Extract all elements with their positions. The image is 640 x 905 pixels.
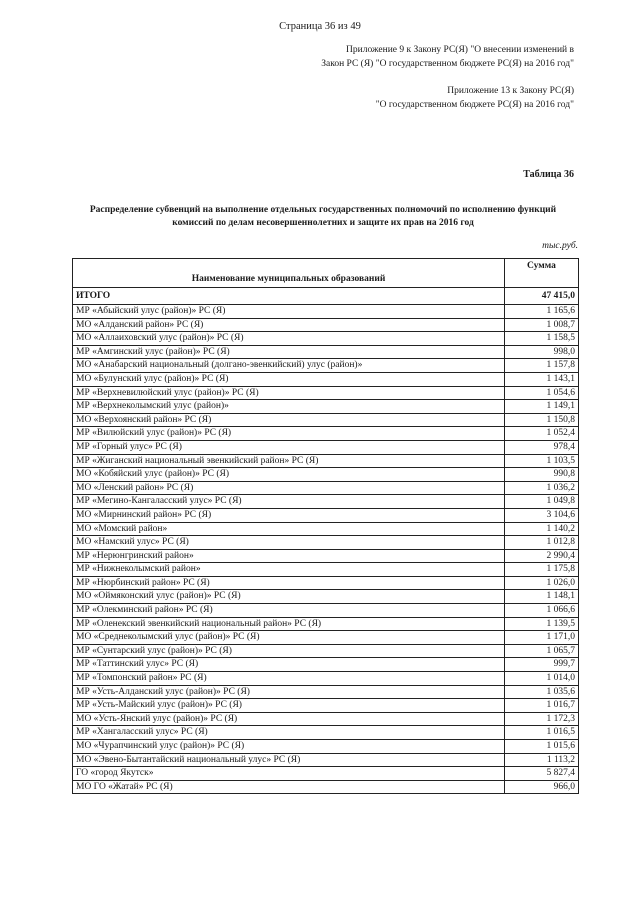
municipality-name: МР «Вилюйский улус (район)» РС (Я) bbox=[73, 427, 505, 441]
municipality-name: МО «Булунский улус (район)» РС (Я) bbox=[73, 372, 505, 386]
subvention-amount: 1 103,5 bbox=[505, 454, 579, 468]
table-row bbox=[73, 549, 579, 563]
subvention-amount: 1 036,2 bbox=[505, 481, 579, 495]
appendix-13-note bbox=[376, 85, 574, 112]
subvention-amount: 999,7 bbox=[505, 658, 579, 672]
appendix-9-line-1: Приложение 9 к Закону РС(Я) "О внесении изменений в bbox=[346, 45, 574, 55]
subvention-amount: 2 990,4 bbox=[505, 549, 579, 563]
municipality-name: МР «Нюрбинский район» РС (Я) bbox=[73, 576, 505, 590]
appendix-9-line-2: Закон РС (Я) "О государственном бюджете РС(Я) на 2016 год" bbox=[321, 58, 574, 69]
table-row bbox=[73, 508, 579, 522]
subventions-table bbox=[72, 258, 579, 794]
subvention-amount: 1 026,0 bbox=[505, 576, 579, 590]
table-row bbox=[73, 767, 579, 781]
table-row bbox=[73, 685, 579, 699]
municipality-name: МР «Мегино-Кангаласский улус» РС (Я) bbox=[73, 495, 505, 509]
appendix-13-line-1: Приложение 13 к Закону РС(Я) bbox=[447, 86, 574, 96]
table-row bbox=[73, 305, 579, 319]
subvention-amount: 1 052,4 bbox=[505, 427, 579, 441]
subvention-amount: 1 158,5 bbox=[505, 332, 579, 346]
municipality-name: МО «Анабарский национальный (долгано-эвенкийский) улус (район)» bbox=[73, 359, 505, 373]
subvention-amount: 1 113,2 bbox=[505, 753, 579, 767]
municipality-name: МО «Среднеколымский улус (район)» РС (Я) bbox=[73, 631, 505, 645]
subvention-amount: 1 148,1 bbox=[505, 590, 579, 604]
municipality-name: МР «Таттинский улус» РС (Я) bbox=[73, 658, 505, 672]
municipality-name: МР «Усть-Майский улус (район)» РС (Я) bbox=[73, 699, 505, 713]
municipality-name: МР «Сунтарский улус (район)» РС (Я) bbox=[73, 644, 505, 658]
table-row bbox=[73, 658, 579, 672]
municipality-name: МР «Верхнеколымский улус (район)» bbox=[73, 400, 505, 414]
table-row bbox=[73, 359, 579, 373]
municipality-name: МР «Хангаласский улус» РС (Я) bbox=[73, 726, 505, 740]
title-line-1: Распределение субвенций на выполнение отдельных государственных полномочий по исполнению функций bbox=[89, 205, 557, 215]
title-line-2: комиссий по делам несовершеннолетних и защите их прав на 2016 год bbox=[172, 217, 474, 228]
municipality-name: МО «Момский район» bbox=[73, 522, 505, 536]
table-row bbox=[73, 563, 579, 577]
table-row bbox=[73, 413, 579, 427]
table-row bbox=[73, 318, 579, 332]
municipality-name: МО «Усть-Янский улус (район)» РС (Я) bbox=[73, 712, 505, 726]
subvention-amount: 1 172,3 bbox=[505, 712, 579, 726]
table-row bbox=[73, 427, 579, 441]
subvention-amount: 1 014,0 bbox=[505, 672, 579, 686]
table-row bbox=[73, 726, 579, 740]
municipality-name: МО «Чурапчинский улус (район)» РС (Я) bbox=[73, 740, 505, 754]
subvention-amount: 5 827,4 bbox=[505, 767, 579, 781]
municipality-name: МО «Намский улус» РС (Я) bbox=[73, 536, 505, 550]
municipality-name: МР «Абыйский улус (район)» РС (Я) bbox=[73, 305, 505, 319]
subvention-amount: 990,8 bbox=[505, 468, 579, 482]
total-label: ИТОГО bbox=[73, 288, 505, 305]
table-row bbox=[73, 332, 579, 346]
municipality-name: МР «Оленекский эвенкийский национальный район» РС (Я) bbox=[73, 617, 505, 631]
table-row bbox=[73, 672, 579, 686]
subvention-amount: 1 035,6 bbox=[505, 685, 579, 699]
table-row bbox=[73, 372, 579, 386]
table-row bbox=[73, 604, 579, 618]
municipality-name: МО «Алданский район» РС (Я) bbox=[73, 318, 505, 332]
subvention-amount: 1 008,7 bbox=[505, 318, 579, 332]
subvention-amount: 1 054,6 bbox=[505, 386, 579, 400]
subvention-amount: 998,0 bbox=[505, 345, 579, 359]
municipality-name: МО «Ленский район» РС (Я) bbox=[73, 481, 505, 495]
table-row bbox=[73, 617, 579, 631]
table-row bbox=[73, 522, 579, 536]
municipality-name: МР «Томпонский район» РС (Я) bbox=[73, 672, 505, 686]
table-header-row bbox=[73, 259, 579, 288]
table-row bbox=[73, 644, 579, 658]
table-row bbox=[73, 468, 579, 482]
table-row bbox=[73, 740, 579, 754]
table-row bbox=[73, 400, 579, 414]
municipality-name: МО «Верхоянский район» РС (Я) bbox=[73, 413, 505, 427]
subvention-amount: 978,4 bbox=[505, 440, 579, 454]
municipality-name: МР «Жиганский национальный эвенкийский район» РС (Я) bbox=[73, 454, 505, 468]
municipality-name: МР «Нижнеколымский район» bbox=[73, 563, 505, 577]
table-row bbox=[73, 481, 579, 495]
municipality-name: МО ГО «Жатай» РС (Я) bbox=[73, 780, 505, 794]
municipality-name: МР «Горный улус» РС (Я) bbox=[73, 440, 505, 454]
municipality-name: МО «Аллаиховский улус (район)» РС (Я) bbox=[73, 332, 505, 346]
table-row bbox=[73, 712, 579, 726]
total-row bbox=[73, 288, 579, 305]
subvention-amount: 1 157,8 bbox=[505, 359, 579, 373]
subvention-amount: 1 016,5 bbox=[505, 726, 579, 740]
municipality-name: МР «Нерюнгринский район» bbox=[73, 549, 505, 563]
table-row bbox=[73, 386, 579, 400]
table-row bbox=[73, 631, 579, 645]
subvention-amount: 966,0 bbox=[505, 780, 579, 794]
table-row bbox=[73, 454, 579, 468]
subvention-amount: 1 175,8 bbox=[505, 563, 579, 577]
total-sum: 47 415,0 bbox=[505, 288, 579, 305]
municipality-name: ГО «город Якутск» bbox=[73, 767, 505, 781]
municipality-name: МО «Мирнинский район» РС (Я) bbox=[73, 508, 505, 522]
table-label: Таблица 36 bbox=[523, 169, 574, 180]
subvention-amount: 1 049,8 bbox=[505, 495, 579, 509]
municipality-name: МР «Олекминский район» РС (Я) bbox=[73, 604, 505, 618]
subvention-amount: 1 150,8 bbox=[505, 413, 579, 427]
table-row bbox=[73, 536, 579, 550]
municipality-name: МО «Кобяйский улус (район)» РС (Я) bbox=[73, 468, 505, 482]
page-number: Страница 36 из 49 bbox=[279, 21, 361, 32]
municipality-name: МР «Амгинский улус (район)» РС (Я) bbox=[73, 345, 505, 359]
subvention-amount: 1 016,7 bbox=[505, 699, 579, 713]
subvention-amount: 3 104,6 bbox=[505, 508, 579, 522]
subvention-amount: 1 066,6 bbox=[505, 604, 579, 618]
subvention-amount: 1 065,7 bbox=[505, 644, 579, 658]
table-row bbox=[73, 576, 579, 590]
municipality-name: МР «Верхневилюйский улус (район)» РС (Я) bbox=[73, 386, 505, 400]
document-title bbox=[70, 204, 576, 229]
table-row bbox=[73, 780, 579, 794]
subvention-amount: 1 012,8 bbox=[505, 536, 579, 550]
appendix-13-line-2: "О государственном бюджете РС(Я) на 2016 год" bbox=[375, 99, 574, 110]
subvention-amount: 1 139,5 bbox=[505, 617, 579, 631]
subvention-amount: 1 015,6 bbox=[505, 740, 579, 754]
appendix-9-note bbox=[321, 44, 574, 71]
municipality-name: МО «Эвено-Бытантайский национальный улус» РС (Я) bbox=[73, 753, 505, 767]
subvention-amount: 1 143,1 bbox=[505, 372, 579, 386]
header-municipality: Наименование муниципальных образований bbox=[73, 259, 505, 288]
units-label: тыс.руб. bbox=[542, 241, 578, 251]
subvention-amount: 1 165,6 bbox=[505, 305, 579, 319]
table-row bbox=[73, 495, 579, 509]
table-row bbox=[73, 699, 579, 713]
subvention-amount: 1 171,0 bbox=[505, 631, 579, 645]
table-row bbox=[73, 440, 579, 454]
table-row bbox=[73, 345, 579, 359]
table-row bbox=[73, 753, 579, 767]
municipality-name: МО «Оймяконский улус (район)» РС (Я) bbox=[73, 590, 505, 604]
subvention-amount: 1 140,2 bbox=[505, 522, 579, 536]
subvention-amount: 1 149,1 bbox=[505, 400, 579, 414]
table-row bbox=[73, 590, 579, 604]
header-sum: Сумма bbox=[505, 259, 579, 288]
municipality-name: МР «Усть-Алданский улус (район)» РС (Я) bbox=[73, 685, 505, 699]
